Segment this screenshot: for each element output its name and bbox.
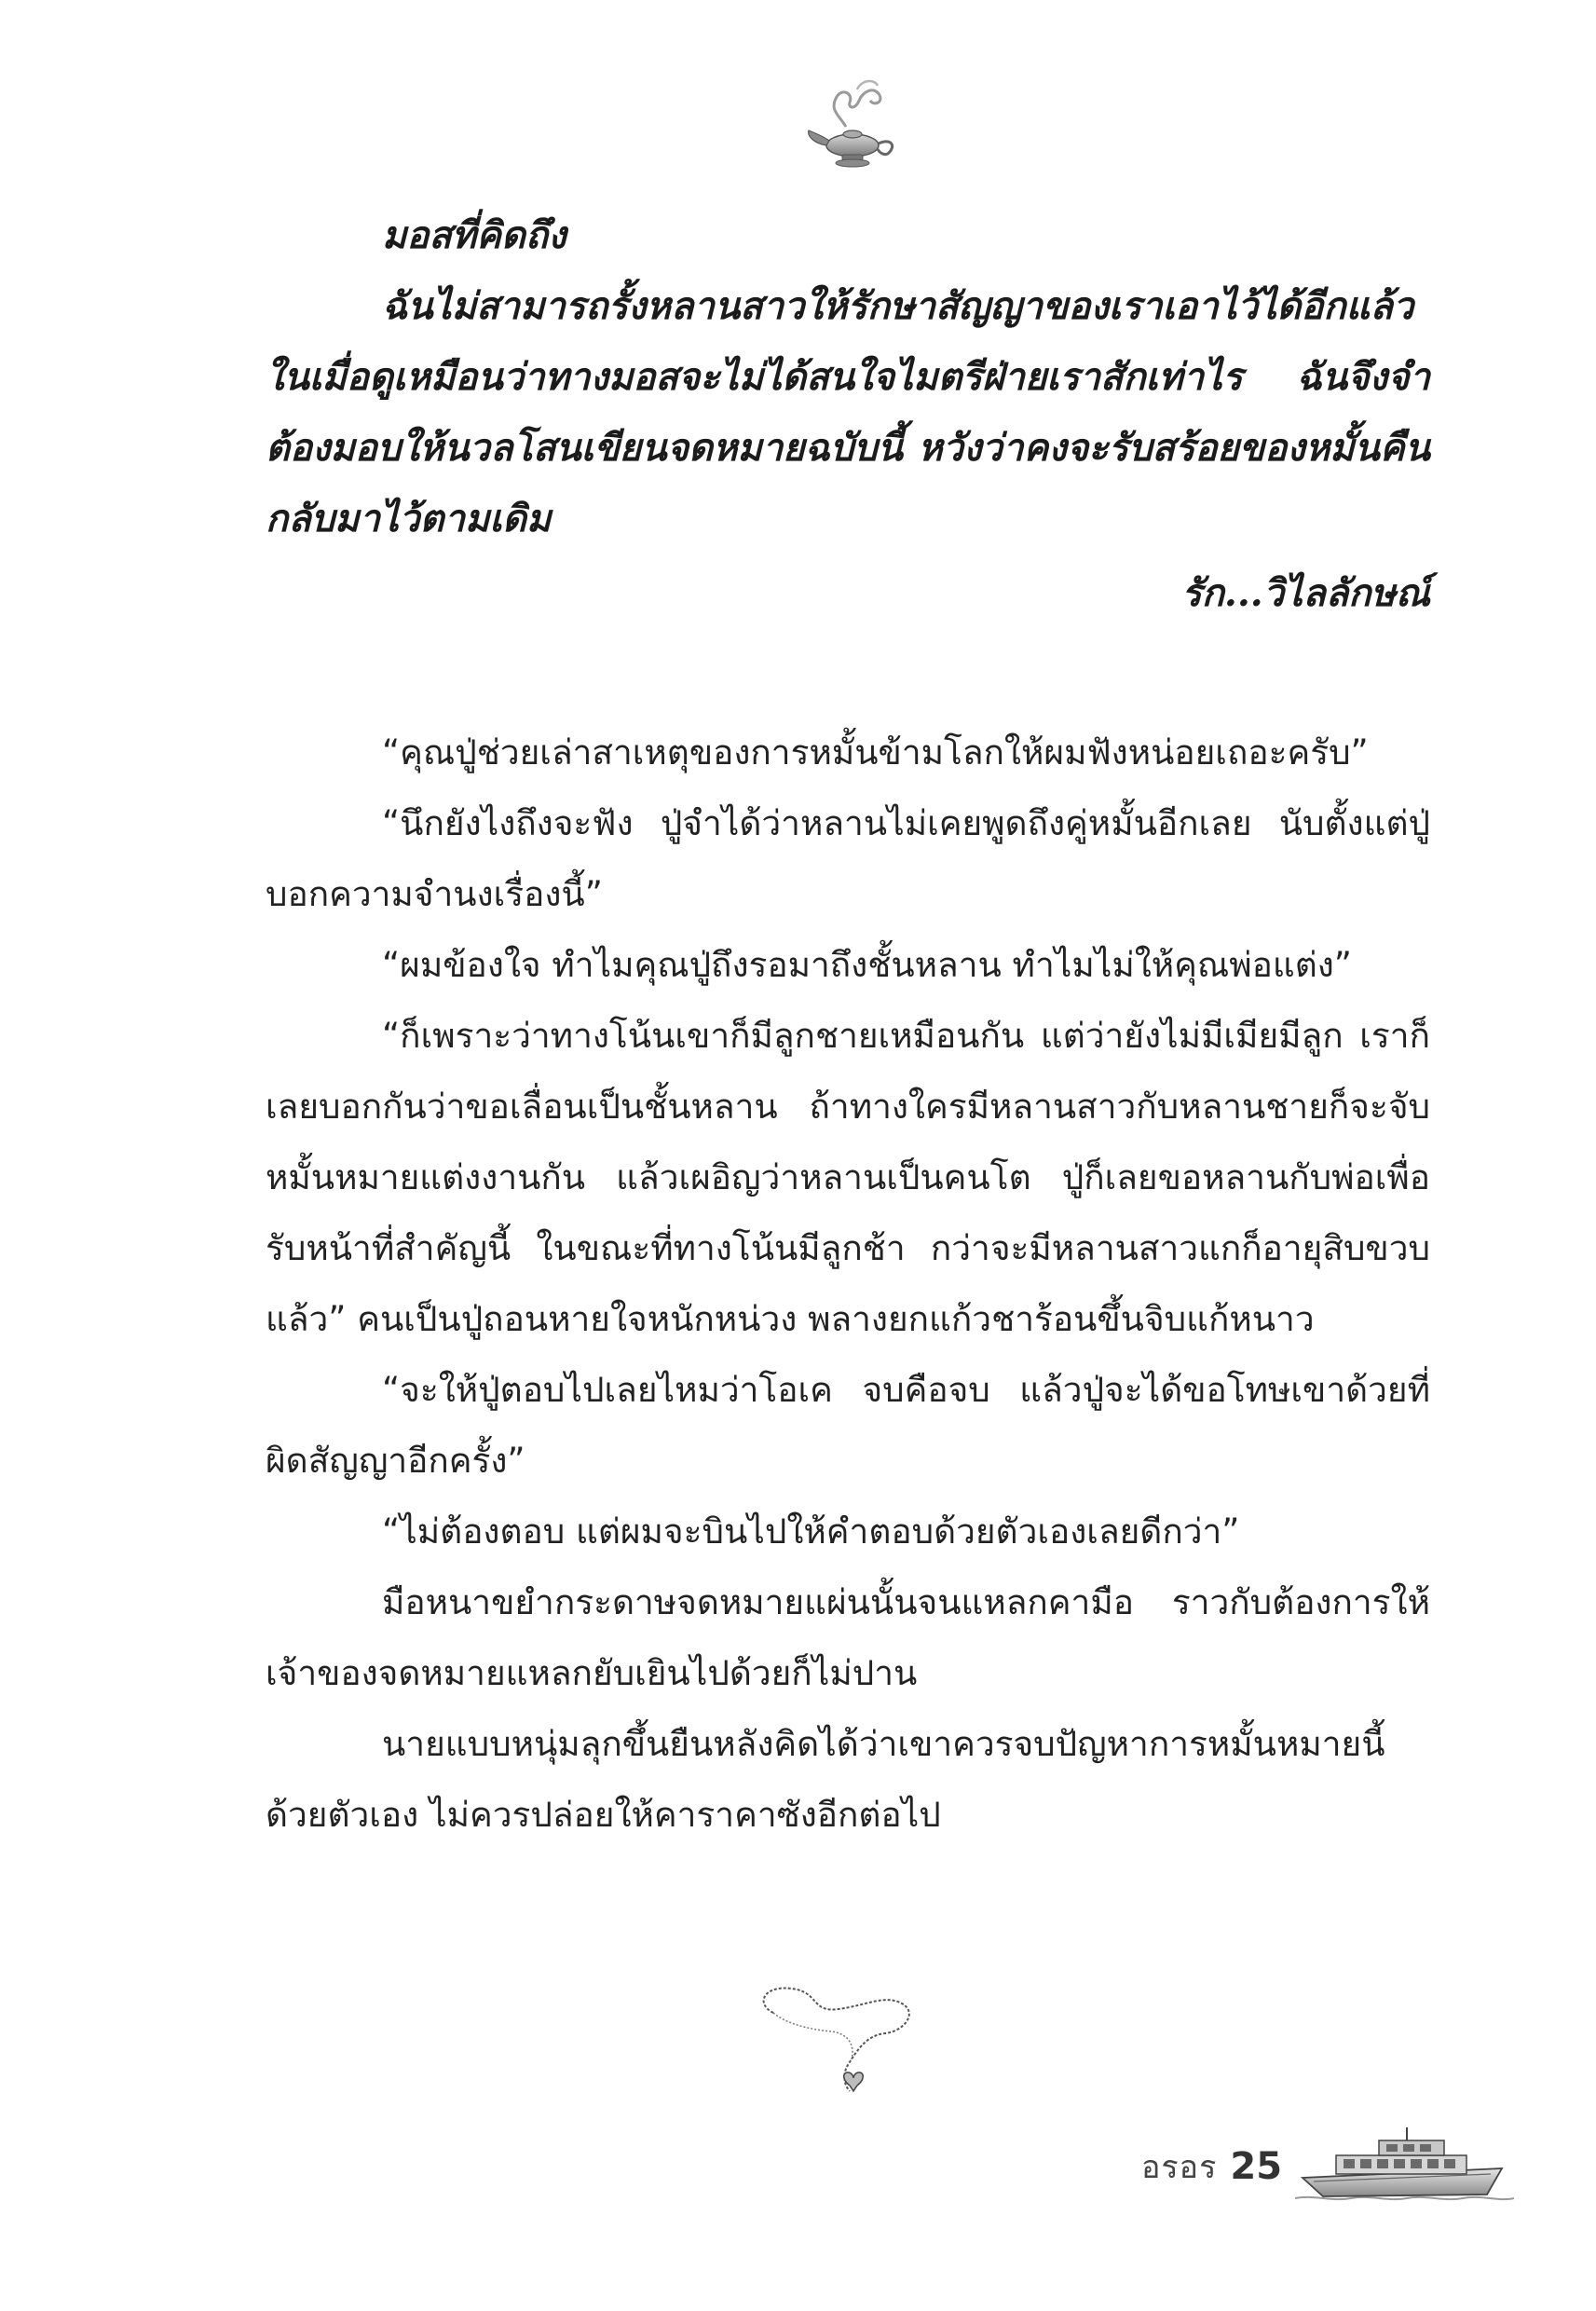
author-name: อรอร — [1141, 2149, 1218, 2186]
paragraph: นายแบบหนุ่มลุกขึ้นยืนหลังคิดได้ว่าเขาควรจบปัญหาการหมั้นหมายนี้ด้วยตัวเอง ไม่ควรปล่อยให้คาราคาซังอีกต่อไป — [266, 1724, 1385, 1835]
letter-greeting: มอสที่คิดถึง — [382, 213, 566, 257]
narrative-text — [266, 718, 1430, 1851]
boat-icon — [1295, 2120, 1514, 2213]
paragraph: “นึกยังไงถึงจะฟัง ปู่จำได้ว่าหลานไม่เคยพูดถึงคู่หมั้นอีกเลย นับตั้งแต่ปู่บอกความจำนงเรื่องนี้” — [266, 803, 1430, 914]
letter-signature: รัก...วิไลลักษณ์ — [1181, 571, 1430, 615]
paragraph: “ไม่ต้องตอบ แต่ผมจะบินไปให้คำตอบด้วยตัวเองเลยดีกว่า” — [382, 1511, 1240, 1552]
paragraph: “จะให้ปู่ตอบไปเลยไหมว่าโอเค จบคือจบ แล้วปู่จะได้ขอโทษเขาด้วยที่ผิดสัญญาอีกครั้ง” — [266, 1370, 1430, 1481]
paragraph: “ผมข้องใจ ทำไมคุณปู่ถึงรอมาถึงชั้นหลาน ทำไมไม่ให้คุณพ่อแต่ง” — [382, 945, 1352, 985]
page-number: 25 — [1230, 2145, 1283, 2188]
letter-body: ฉันไม่สามารถรั้งหลานสาวให้รักษาสัญญาของเราเอาไว้ได้อีกแล้ว ในเมื่อดูเหมือนว่าทางมอสจะไม่ได้สนใจไมตรีฝ่ายเราสักเท่าไร ฉันจึงจำต้องมอบให้นวลโสนเขียนจดหมายฉบับนี้ หวังว่าคงจะรับสร้อยของหมั้นคืนกลับมาไว้ตามเดิม — [266, 284, 1430, 540]
necklace-heart-pendant-icon — [745, 1976, 941, 2115]
paragraph: “ก็เพราะว่าทางโน้นเขาก็มีลูกชายเหมือนกัน แต่ว่ายังไม่มีเมียมีลูก เราก็เลยบอกกันว่าขอเลื่อนเป็นชั้นหลาน ถ้าทางใครมีหลานสาวกับหลานชายก็จะจับหมั้นหมายแต่งงานกัน แล้วเผอิญว่าหลานเป็นคนโต ปู่ก็เลยขอหลานกับพ่อเพื่อรับหน้าที่สำคัญนี้ ในขณะที่ทางโน้นมีลูกช้า กว่าจะมีหลานสาวแกก็อายุสิบขวบแล้ว” คนเป็นปู่ถอนหายใจหนักหน่วง พลางยกแก้วชาร้อนขึ้นจิบแก้หนาว — [266, 1016, 1430, 1339]
paragraph: “คุณปู่ช่วยเล่าสาเหตุของการหมั้นข้ามโลกให้ผมฟังหน่อยเถอะครับ” — [382, 732, 1369, 773]
genie-lamp-icon — [801, 73, 904, 175]
paragraph: มือหนาขยำกระดาษจดหมายแผ่นนั้นจนแหลกคามือ ราวกับต้องการให้เจ้าของจดหมายแหลกยับเยินไปด้วยก็ไม่ปาน — [266, 1582, 1430, 1693]
letter-block — [266, 200, 1430, 629]
page-footer — [1141, 2120, 1514, 2213]
